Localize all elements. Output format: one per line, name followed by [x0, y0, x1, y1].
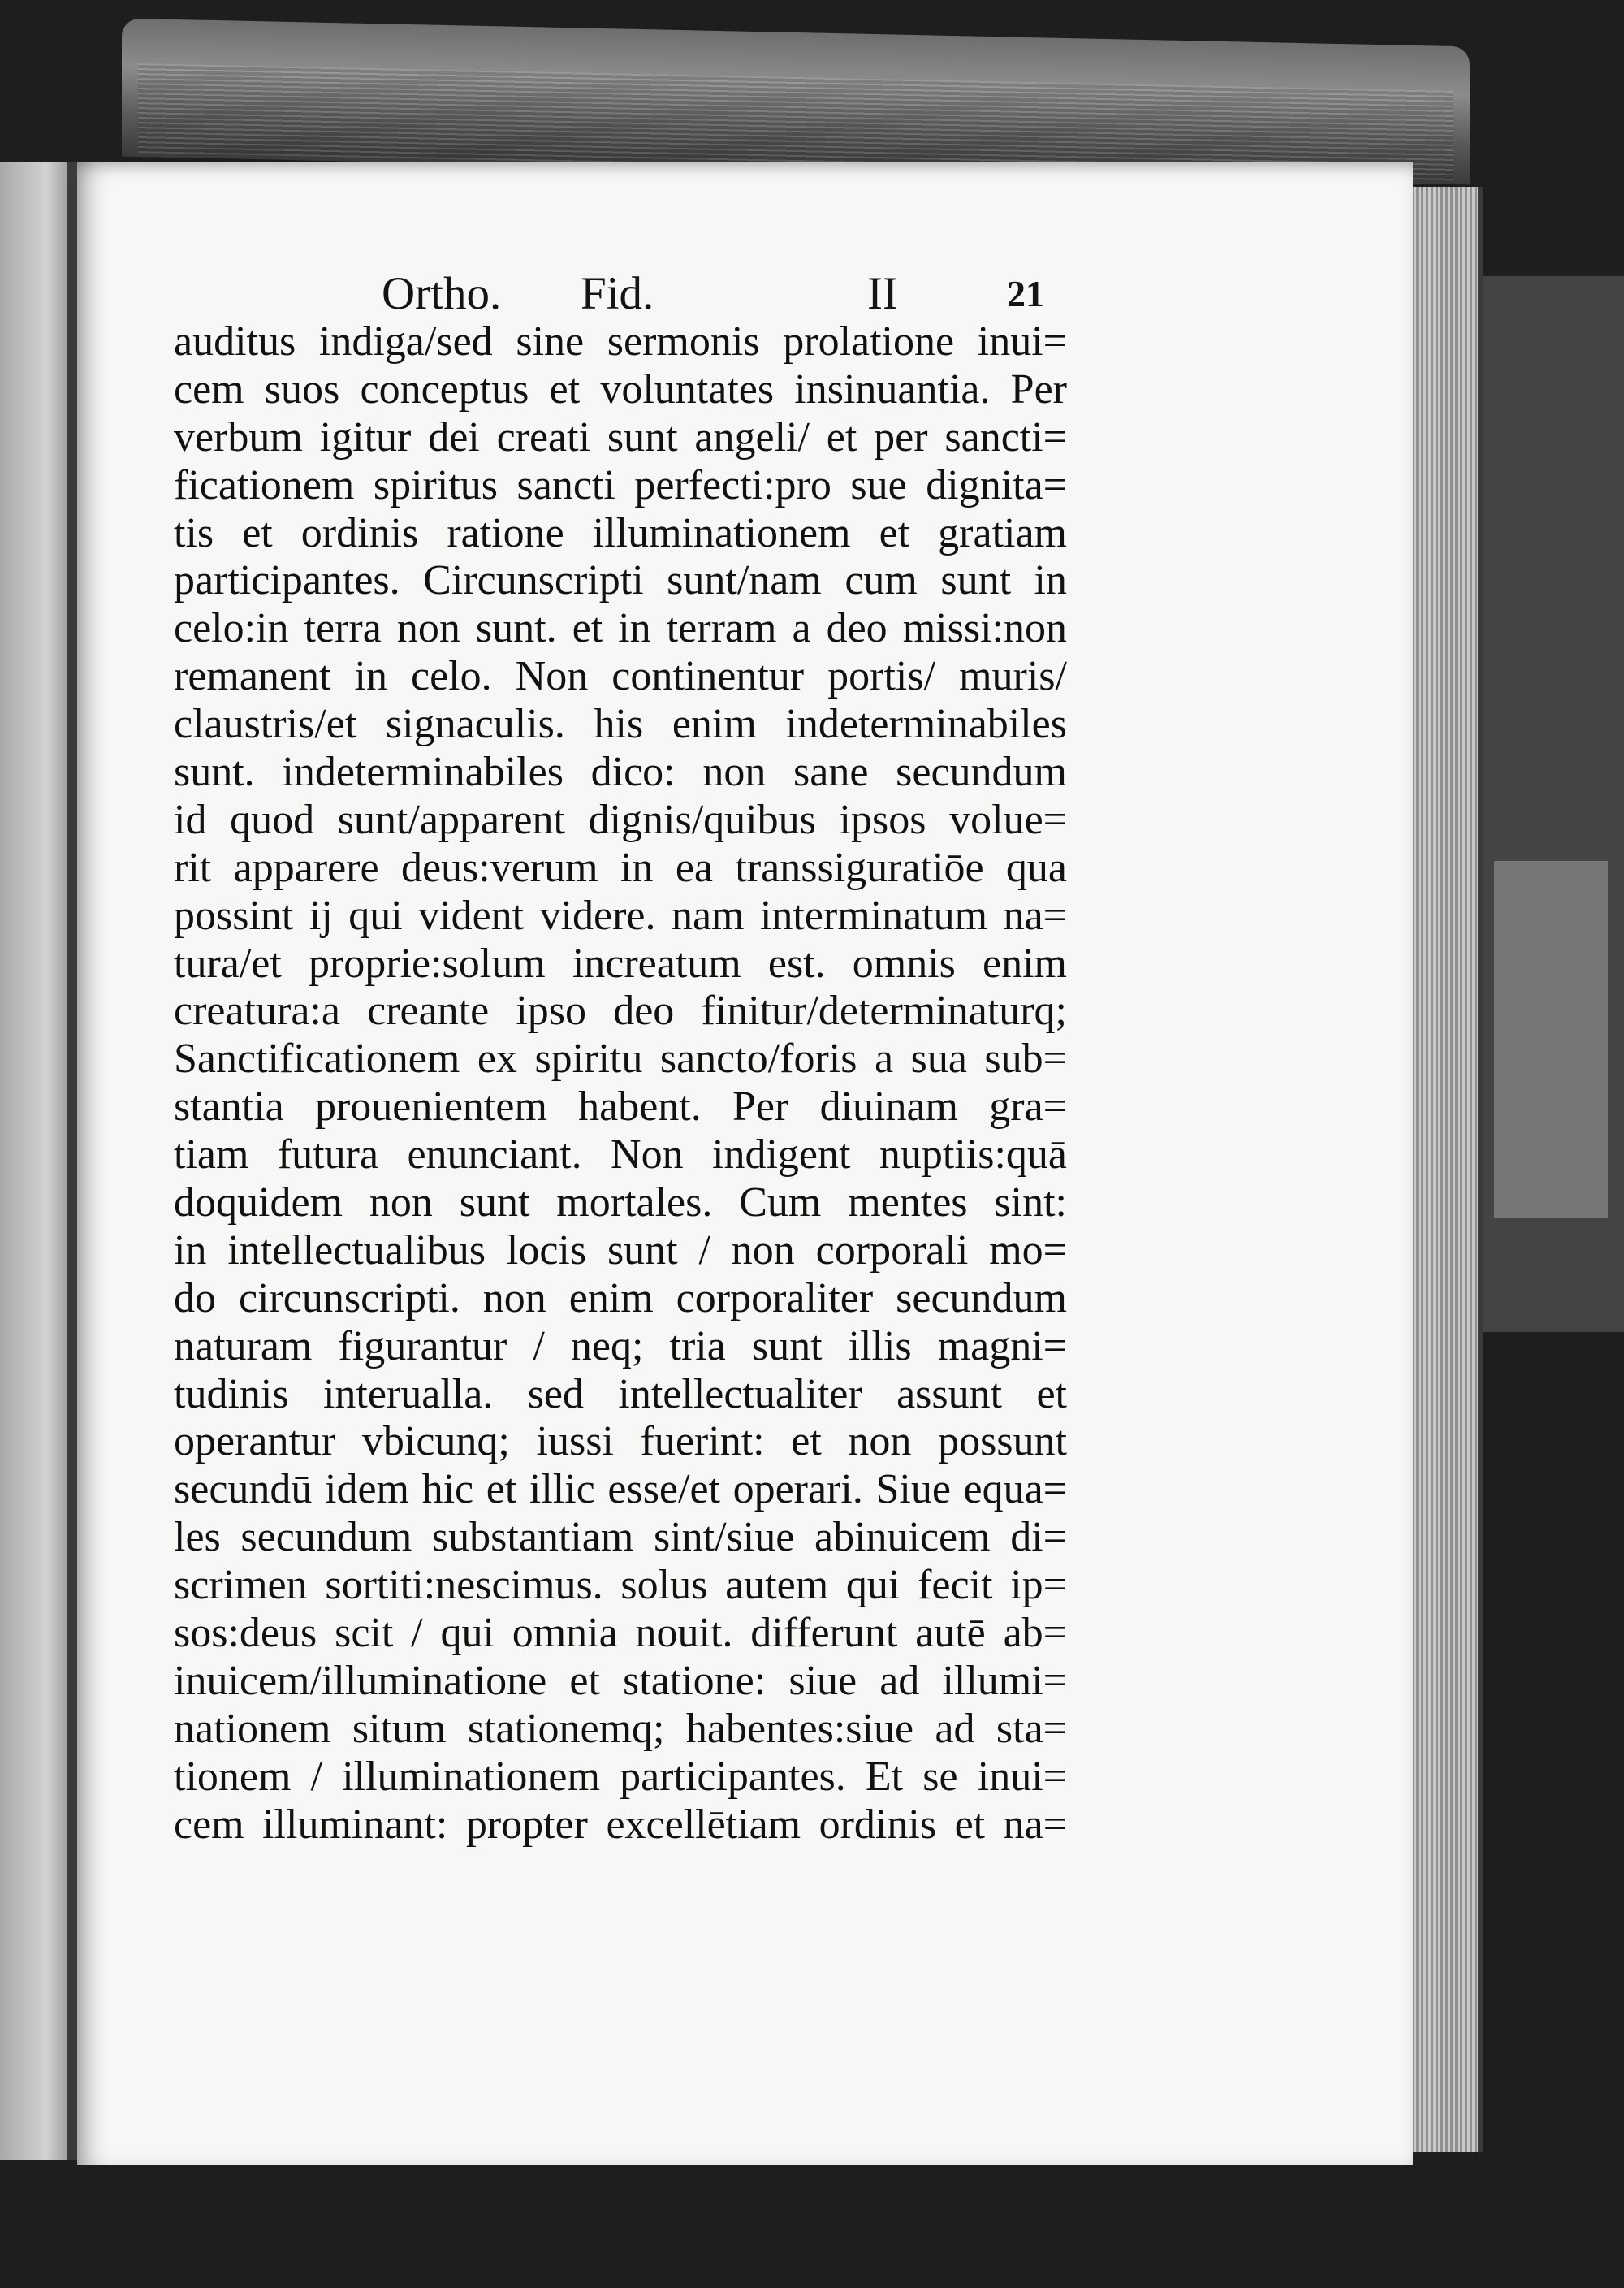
text-line: tionem / illuminationem participantes. Et se inui= [174, 1753, 1067, 1800]
text-line: creatura:a creante ipso deo finitur/determinaturq; [174, 988, 1067, 1035]
text-line: secundū idem hic et illic esse/et operari. Siue equa= [174, 1466, 1067, 1513]
text-line: remanent in celo. Non continentur portis/ muris/ [174, 653, 1067, 700]
text-line: tis et ordinis ratione illuminationem et gratiam [174, 509, 1067, 556]
text-line: tudinis interualla. sed intellectualiter assunt et [174, 1370, 1067, 1417]
running-head-chapter: II [867, 268, 898, 319]
text-line: verbum igitur dei creati sunt angeli/ et per sancti= [174, 413, 1067, 461]
text-line: scrimen sortiti:nescimus. solus autem qui fecit ip= [174, 1562, 1067, 1609]
text-line: participantes. Circunscripti sunt/nam cum sunt in [174, 557, 1067, 604]
text-line: possint ij qui vident videre. nam interminatum na= [174, 892, 1067, 939]
page-fore-edge [1409, 187, 1483, 2152]
facing-page-edge [0, 162, 77, 2160]
text-line: Sanctificationem ex spiritu sancto/foris a sua sub= [174, 1036, 1067, 1083]
folio-number: 21 [1007, 273, 1044, 314]
text-line: nationem situm stationemq; habentes:siue ad sta= [174, 1705, 1067, 1752]
book-cover-highlight [1494, 861, 1608, 1218]
text-line: in intellectualibus locis sunt / non corporali mo= [174, 1226, 1067, 1274]
text-line: tura/et proprie:solum increatum est. omnis enim [174, 940, 1067, 987]
text-line: operantur vbicunq; iussi fuerint: et non possunt [174, 1418, 1067, 1465]
running-head-book: Fid. [581, 268, 654, 319]
text-line: do circunscripti. non enim corporaliter secundum [174, 1274, 1067, 1321]
text-line: cem illuminant: propter excellētiam ordinis et na= [174, 1801, 1067, 1848]
text-line: tiam futura enunciant. Non indigent nuptiis:quā [174, 1131, 1067, 1179]
body-text [174, 318, 1067, 1848]
text-line: claustris/et signaculis. his enim indeterminabiles [174, 701, 1067, 748]
text-line: sunt. indeterminabiles dico: non sane secundum [174, 749, 1067, 796]
text-line: les secundum substantiam sint/siue abinuicem di= [174, 1514, 1067, 1561]
text-line: ficationem spiritus sancti perfecti:pro sue dignita= [174, 461, 1067, 508]
text-line: rit apparere deus:verum in ea transsiguratiōe qua [174, 844, 1067, 891]
running-head-title: Ortho. [382, 268, 502, 319]
text-line: auditus indiga/sed sine sermonis prolatione inui= [174, 318, 1067, 365]
text-line: naturam figurantur / neq; tria sunt illis magni= [174, 1322, 1067, 1369]
text-line: sos:deus scit / qui omnia nouit. differunt autē ab= [174, 1610, 1067, 1657]
text-line: celo:in terra non sunt. et in terram a deo missi:non [174, 605, 1067, 652]
text-line: cem suos conceptus et voluntates insinuantia. Per [174, 365, 1067, 413]
text-line: inuicem/illuminatione et statione: siue ad illumi= [174, 1657, 1067, 1704]
text-line: doquidem non sunt mortales. Cum mentes sint: [174, 1179, 1067, 1226]
text-line: stantia prouenientem habent. Per diuinam gra= [174, 1083, 1067, 1131]
text-line: id quod sunt/apparent dignis/quibus ipsos volue= [174, 796, 1067, 843]
